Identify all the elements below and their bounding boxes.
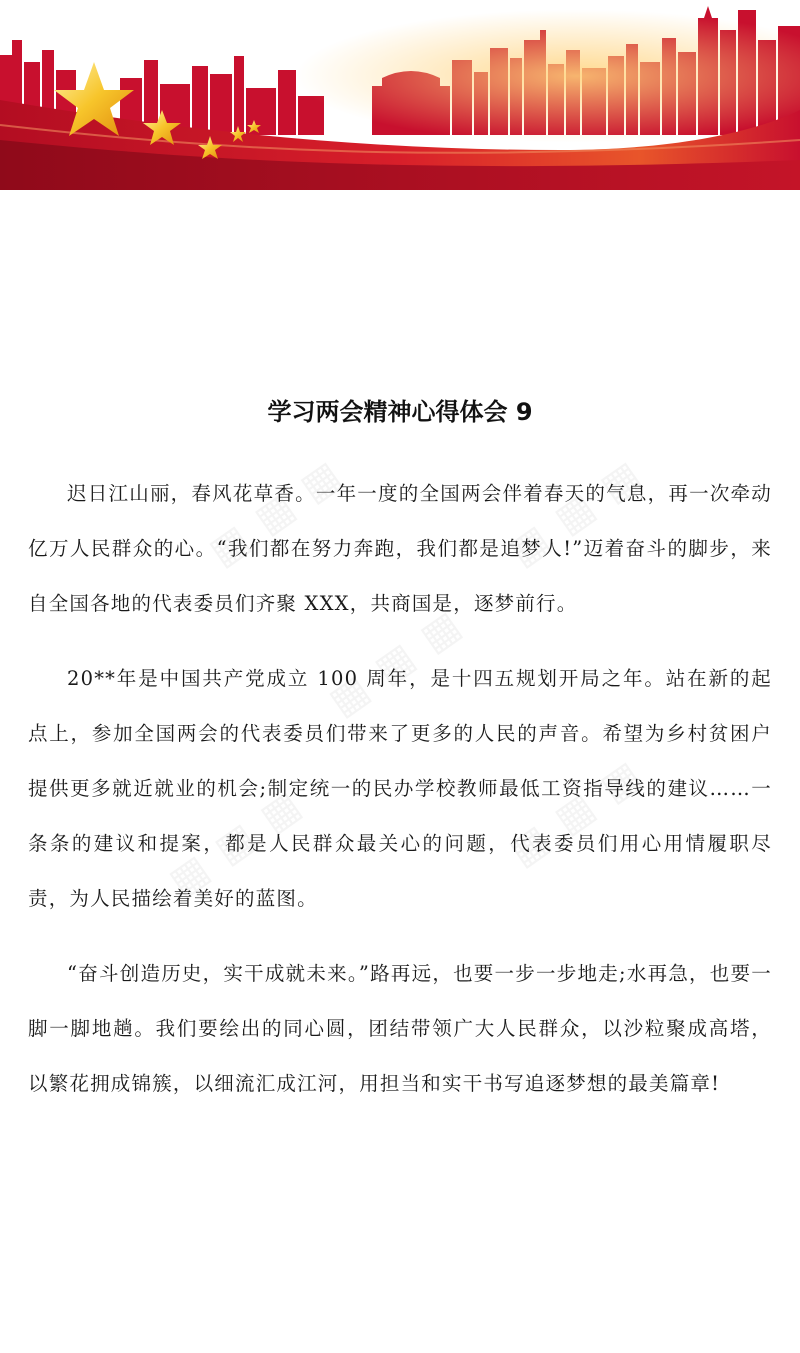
paragraph-2: 20**年是中国共产党成立 100 周年，是十四五规划开局之年。站在新的起点上，参加全国两会的代表委员们带来了更多的人民的声音。希望为乡村贫困户提供更多就近就业的机会;制定统一的民办学校教师最低工资指导线的建议……一条条的建议和提案，都是人民群众最关心的问题，代表委员们用心用情履职尽责，为人民描绘着美好的蓝图。 (28, 667, 772, 910)
header-banner (0, 0, 800, 190)
paragraph-3: “奋斗创造历史，实干成就未来。”路再远，也要一步一步地走;水再急，也要一脚一脚地趟。我们要绘出的同心圆，团结带领广大人民群众，以沙粒聚成高塔，以繁花拥成锦簇，以细流汇成江河，用担当和实干书写追逐梦想的最美篇章! (28, 962, 772, 1095)
skyline-banner-graphic (0, 0, 800, 190)
article-body (28, 466, 772, 1131)
page-title: 学习两会精神心得体会 9 (267, 398, 533, 426)
paragraph-1: 迟日江山丽，春风花草香。一年一度的全国两会伴着春天的气息，再一次牵动亿万人民群众的心。“我们都在努力奔跑，我们都是追梦人!”迈着奋斗的脚步，来自全国各地的代表委员们齐聚 XXX，共商国是，逐梦前行。 (28, 482, 772, 615)
